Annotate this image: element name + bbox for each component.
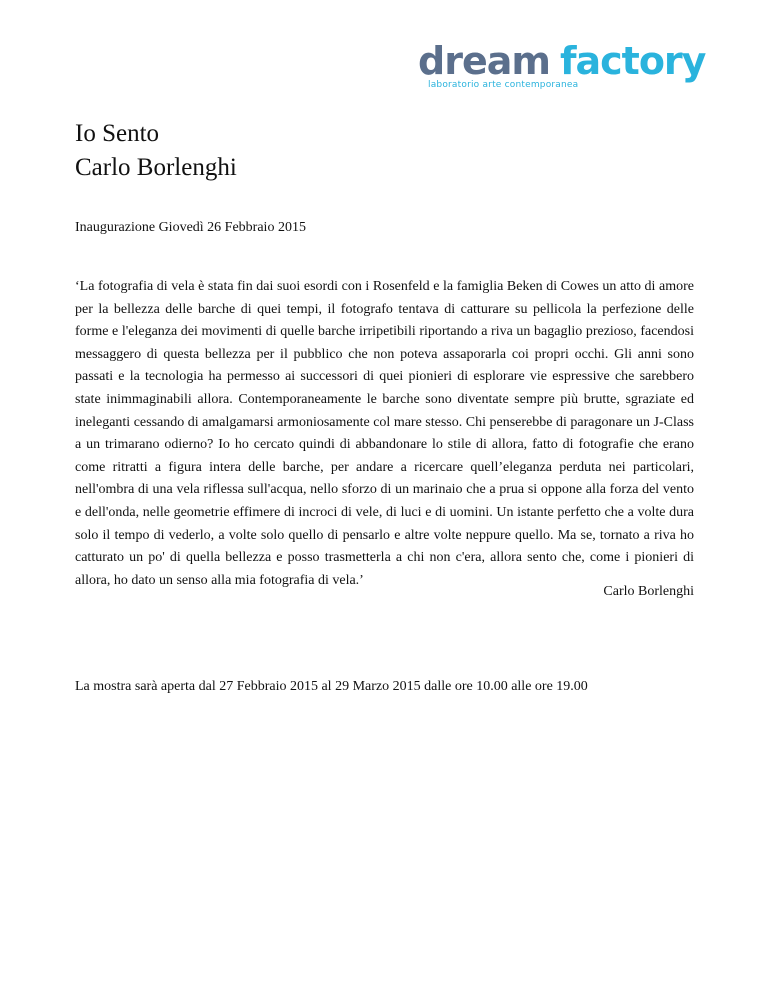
exhibition-dates: La mostra sarà aperta dal 27 Febbraio 2015 al 29 Marzo 2015 dalle ore 10.00 alle ore 19.00 <box>75 679 588 694</box>
quote-signature: Carlo Borlenghi <box>603 584 694 599</box>
page-title <box>75 117 237 185</box>
opening-date: Inaugurazione Giovedì 26 Febbraio 2015 <box>75 220 306 235</box>
logo-wordmark <box>418 39 706 83</box>
logo-word-dream: dream <box>418 39 550 83</box>
title-exhibition: Io Sento <box>75 120 160 147</box>
title-artist: Carlo Borlenghi <box>75 154 237 181</box>
artist-quote: ‘La fotografia di vela è stata fin dai suoi esordi con i Rosenfeld e la famiglia Beken di Cowes un atto di amore per la bellezza delle barche di quei tempi, il fotografo tentava di catturare su pellicola la perfezione delle forme e l'eleganza dei movimenti di quelle barche irripetibili riportando a riva un bagaglio prezioso, facendosi messaggero di questa bellezza per il pubblico che non poteva assaporarla coi propri occhi. Gli anni sono passati e la tecnologia ha permesso ai successori di quei pionieri di esplorare vie espressive che sarebbero state inimmaginabili allora. Contemporaneamente le barche sono diventate sempre più brutte, sgraziate ed ineleganti cessando di amalgamarsi armoniosamente col mare stesso. Chi penserebbe di paragonare un J-Class a un trimarano odierno? Io ho cercato quindi di abbandonare lo stile di allora, fatto di fotografie che erano come ritratti a figura intera delle barche, per andare a ricercare quell’eleganza perduta nei particolari, nell'ombra di una vela riflessa sull'acqua, nello sforzo di un marinaio che a prua si oppone alla forza del vento e dell'onda, nelle geometrie effimere di incroci di vele, di luci e di uomini. Un istante perfetto che a volte dura solo il tempo di vederlo, a volte solo quello di pensarlo e altre volte neppure quello. Ma se, tornato a riva ho catturato un po' di quella bellezza e posso trasmetterla a chi non c'era, allora sento che, come i pionieri di allora, ho dato un senso alla mia fotografia di vela.’ <box>75 279 694 588</box>
dream-factory-logo <box>418 39 706 92</box>
logo-tagline: laboratorio arte contemporanea <box>428 80 579 90</box>
logo-word-factory: factory <box>559 39 706 83</box>
